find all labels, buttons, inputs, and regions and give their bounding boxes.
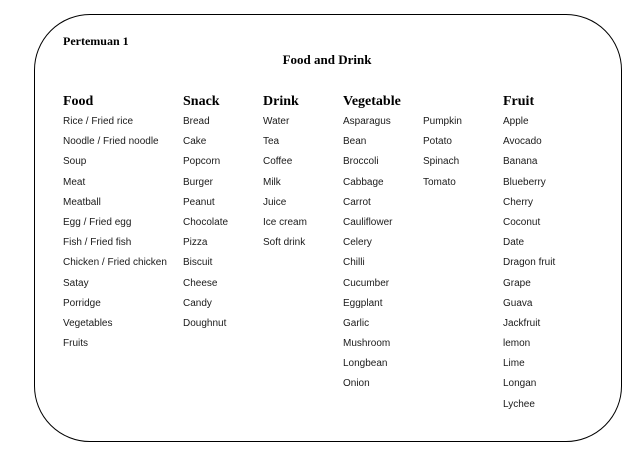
list-item: Pumpkin (423, 116, 462, 127)
list-item: Porridge (63, 297, 101, 309)
list-item: Rice / Fried rice (63, 116, 134, 127)
list-item: Chocolate (183, 216, 229, 228)
list-item: Coconut (503, 216, 541, 228)
column-heading-fruit: Fruit (503, 94, 535, 109)
column-heading-vegetable: Vegetable (343, 94, 401, 109)
list-snack (183, 112, 228, 334)
list-item: Blueberry (503, 176, 546, 188)
list-item: Bread (183, 116, 210, 127)
list-food (63, 112, 167, 354)
list-item: Doughnut (183, 317, 227, 329)
list-item: Milk (263, 176, 281, 188)
page-title: Food and Drink (282, 52, 372, 67)
list-item: Grape (503, 277, 531, 289)
list-item: Jackfruit (503, 317, 541, 329)
list-item: Cauliflower (343, 216, 393, 228)
list-item: Cherry (503, 196, 534, 208)
list-fruit (503, 112, 555, 415)
list-vegetable (343, 112, 401, 395)
list-item: Water (263, 116, 290, 127)
list-item: Juice (263, 196, 287, 208)
column-heading-snack: Snack (183, 94, 220, 109)
list-item: Burger (183, 176, 214, 188)
list-drink (263, 112, 307, 253)
list-item: Garlic (343, 317, 370, 329)
list-item: Longbean (343, 358, 388, 370)
list-item: Egg / Fried egg (63, 216, 132, 228)
list-item: Banana (503, 156, 538, 168)
list-item: Noodle / Fried noodle (63, 136, 159, 148)
column-heading-drink: Drink (263, 94, 299, 109)
list-item: Guava (503, 297, 533, 309)
list-item: lemon (503, 338, 531, 350)
list-item: Coffee (263, 156, 293, 168)
list-item: Cheese (183, 277, 218, 289)
column-vegetable (343, 92, 401, 395)
column-vegetable-continued (423, 92, 462, 193)
list-item: Candy (183, 297, 212, 309)
list-item: Longan (503, 378, 537, 390)
list-item: Onion (343, 378, 370, 390)
list-item: Potato (423, 136, 452, 148)
column-drink (263, 92, 307, 253)
list-item: Cabbage (343, 176, 384, 188)
list-item: Meatball (63, 196, 101, 208)
list-item: Apple (503, 116, 529, 127)
list-item: Eggplant (343, 297, 383, 309)
column-food (63, 92, 167, 354)
list-item: Peanut (183, 196, 215, 208)
list-item: Lime (503, 358, 525, 370)
list-item: Mushroom (343, 338, 391, 350)
list-item: Cucumber (343, 277, 390, 289)
list-item: Chicken / Fried chicken (63, 257, 167, 269)
list-item: Ice cream (263, 216, 307, 228)
list-item: Broccoli (343, 156, 379, 168)
list-item: Avocado (503, 136, 542, 148)
list-item: Tomato (423, 176, 456, 188)
list-item: Popcorn (183, 156, 221, 168)
column-heading-food: Food (63, 94, 94, 109)
list-item: Spinach (423, 156, 460, 168)
list-item: Bean (343, 136, 367, 148)
list-vegetable-continued (423, 112, 462, 193)
list-item: Tea (263, 136, 280, 148)
list-item: Vegetables (63, 317, 113, 329)
list-item: Asparagus (343, 116, 391, 127)
list-item: Satay (63, 277, 89, 289)
list-item: Meat (63, 176, 86, 188)
list-item: Celery (343, 237, 372, 249)
list-item: Biscuit (183, 257, 213, 269)
list-item: Date (503, 237, 525, 249)
list-item: Soft drink (263, 237, 306, 249)
column-fruit (503, 92, 555, 415)
list-item: Soup (63, 156, 87, 168)
list-item: Dragon fruit (503, 257, 556, 269)
list-item: Chilli (343, 257, 365, 269)
list-item: Carrot (343, 196, 371, 208)
list-item: Fruits (63, 338, 88, 350)
meeting-label: Pertemuan 1 (63, 34, 129, 48)
list-item: Cake (183, 136, 207, 148)
list-item: Lychee (503, 398, 535, 410)
column-snack (183, 92, 228, 334)
list-item: Pizza (183, 237, 208, 249)
list-item: Fish / Fried fish (63, 237, 132, 249)
